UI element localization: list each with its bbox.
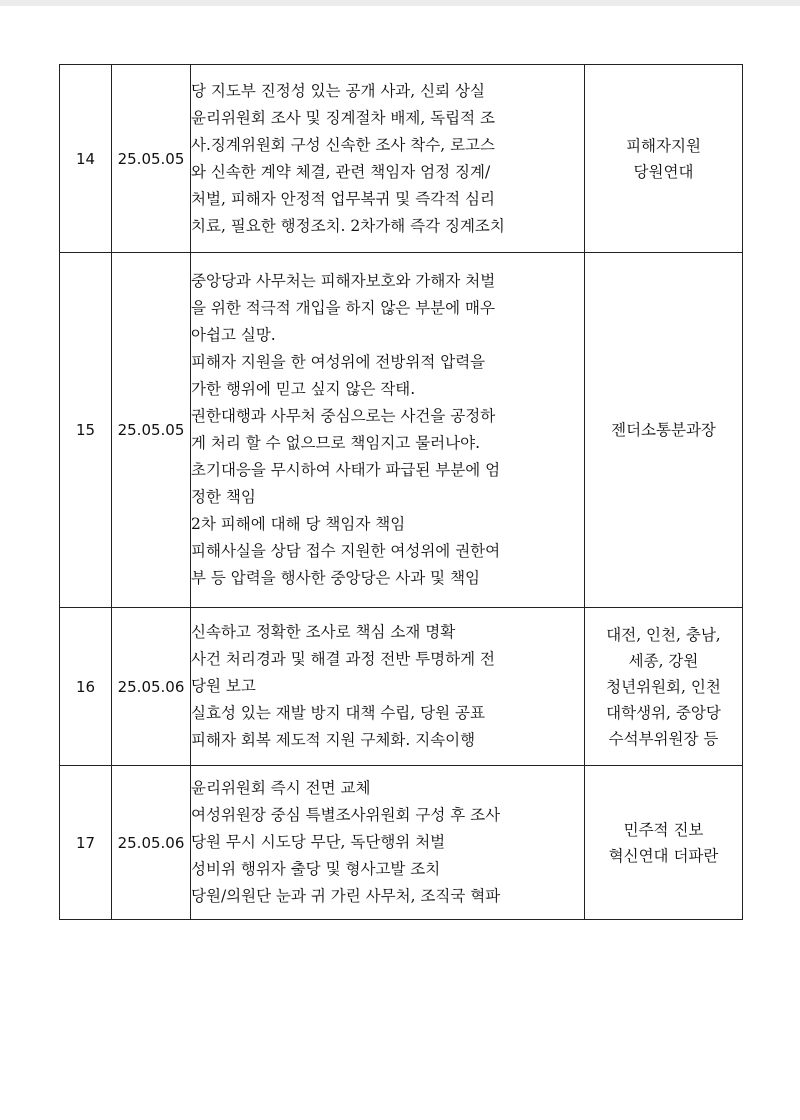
content-line: 중앙당과 사무처는 피해자보호와 가해자 처벌 <box>191 272 496 290</box>
row-number: 15 <box>60 253 112 608</box>
row-date: 25.05.06 <box>112 766 191 920</box>
row-submitter <box>585 65 743 253</box>
submitter-line: 젠더소통분과장 <box>611 421 716 439</box>
content-line: 피해자 지원을 한 여성위에 전방위적 압력을 <box>191 353 486 371</box>
row-submitter <box>585 253 743 608</box>
document-table <box>59 64 743 920</box>
content-line: 정한 책임 <box>191 488 256 506</box>
content-line: 성비위 행위자 출당 및 형사고발 조치 <box>191 860 441 878</box>
row-number: 16 <box>60 608 112 766</box>
content-line: 피해자 회복 제도적 지원 구체화. 지속이행 <box>191 731 476 749</box>
submitter-line: 당원연대 <box>633 162 694 181</box>
content-line: 2차 피해에 대해 당 책임자 책임 <box>191 515 406 533</box>
submitter-line: 수석부위원장 등 <box>608 729 719 748</box>
content-line: 게 처리 할 수 없으므로 책임지고 물러나야. <box>191 434 481 452</box>
row-content <box>191 65 585 253</box>
content-line: 권한대행과 사무처 중심으로는 사건을 공정하 <box>191 407 496 425</box>
content-line: 당원 보고 <box>191 677 256 695</box>
content-line: 실효성 있는 재발 방지 대책 수립, 당원 공표 <box>191 704 485 722</box>
row-date: 25.05.06 <box>112 608 191 766</box>
submitter-line: 민주적 진보 <box>623 820 704 839</box>
content-line: 당원/의원단 눈과 귀 가린 사무처, 조직국 혁파 <box>191 887 501 905</box>
table-row <box>60 608 743 766</box>
row-number: 14 <box>60 65 112 253</box>
submitter-line: 혁신연대 더파란 <box>608 846 719 865</box>
table-body <box>60 65 743 920</box>
content-line: 을 위한 적극적 개입을 하지 않은 부분에 매우 <box>191 299 496 317</box>
row-number: 17 <box>60 766 112 920</box>
content-line: 사건 처리경과 및 해결 과정 전반 투명하게 전 <box>191 650 496 668</box>
row-date: 25.05.05 <box>112 253 191 608</box>
content-line: 처벌, 피해자 안정적 업무복귀 및 즉각적 심리 <box>191 189 496 208</box>
content-line: 당원 무시 시도당 무단, 독단행위 처벌 <box>191 833 446 851</box>
submitter-line: 세종, 강원 <box>628 651 699 670</box>
submitter-line: 피해자지원 <box>626 136 701 155</box>
submitter-line: 대학생위, 중앙당 <box>606 703 721 722</box>
table-row <box>60 253 743 608</box>
table-row <box>60 65 743 253</box>
content-line: 부 등 압력을 행사한 중앙당은 사과 및 책임 <box>191 569 481 587</box>
content-line: 피해사실을 상담 접수 지원한 여성위에 권한여 <box>191 542 501 560</box>
row-date: 25.05.05 <box>112 65 191 253</box>
viewer-top-strip <box>0 0 800 6</box>
content-line: 윤리위원회 조사 및 징계절차 배제, 독립적 조 <box>191 108 496 127</box>
submitter-line: 대전, 인천, 충남, <box>606 625 721 644</box>
content-line: 신속하고 정확한 조사로 책심 소재 명확 <box>191 623 456 641</box>
row-content <box>191 608 585 766</box>
content-line: 당 지도부 진정성 있는 공개 사과, 신뢰 상실 <box>191 81 485 100</box>
content-line: 가한 행위에 믿고 싶지 않은 작태. <box>191 380 416 398</box>
row-submitter <box>585 766 743 920</box>
row-content <box>191 253 585 608</box>
row-content <box>191 766 585 920</box>
table-row <box>60 766 743 920</box>
content-line: 치료, 필요한 행정조치. 2차가해 즉각 징계조치 <box>191 216 505 235</box>
content-line: 윤리위원회 즉시 전면 교체 <box>191 779 371 797</box>
content-line: 초기대응을 무시하여 사태가 파급된 부분에 엄 <box>191 461 501 479</box>
content-line: 사.징계위원회 구성 신속한 조사 착수, 로고스 <box>191 135 496 154</box>
content-line: 아쉽고 실망. <box>191 326 276 344</box>
submitter-line: 청년위원회, 인천 <box>606 677 721 696</box>
row-submitter <box>585 608 743 766</box>
content-line: 와 신속한 계약 체결, 관련 책임자 엄정 징계/ <box>191 162 491 181</box>
content-line: 여성위원장 중심 특별조사위원회 구성 후 조사 <box>191 806 501 824</box>
